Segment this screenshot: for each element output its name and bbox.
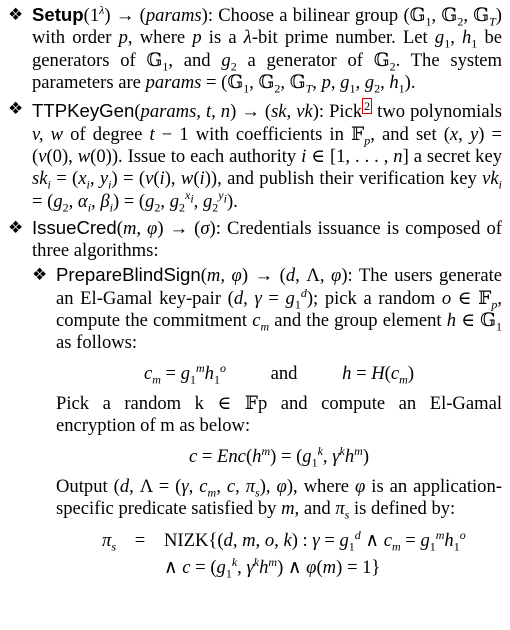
issuecred-item <box>8 217 502 579</box>
ttpkeygen-paragraph <box>32 98 502 213</box>
nizk-equation <box>56 530 502 579</box>
diamond-bullet-icon: ❖ <box>8 217 24 238</box>
setup-item <box>8 4 502 94</box>
nizk-equals: = <box>134 530 146 552</box>
ttpkeygen-item <box>8 98 502 213</box>
issuecred-body: Credentials issuance is composed of three algorithms: <box>32 217 502 262</box>
setup-body: Choose a bilinear group (𝔾$_1$, 𝔾$_2$, 𝔾$_T$) with order p, where p is a λ-bit prime number. Let $g_1$, $h_1$ be generators of 𝔾$_1$, and $g_2$ a generator of 𝔾$_2$. The system parameters are params = (𝔾$_1$, 𝔾$_2$, 𝔾$_T$, p, $g_1$, $g_2$, $h_1$). <box>32 5 503 96</box>
paper-page <box>8 4 502 579</box>
prepareblindsign-body2: Pick a random k ∈ 𝔽p and compute an El-Gamal encryption of m as below: <box>56 392 502 437</box>
issuecred-paragraph <box>32 217 502 263</box>
commitment-equation: $c_m = g_1^mh_1^o$ and $h = H(c_m)$ <box>143 360 415 387</box>
setup-name: Setup <box>32 4 84 25</box>
nizk-line1: NIZK{(d, m, o, k) : $\gamma = g_1^d$ ∧ $c_m = g_1^mh_1^o$ <box>164 528 466 555</box>
prepareblindsign-signature: (m, φ) → (d, Λ, φ): <box>200 265 353 287</box>
footnote-marker[interactable]: 2 <box>364 99 371 114</box>
setup-signature: $(1^\lambda)$ → (params): <box>83 2 213 26</box>
prepareblindsign-paragraph <box>56 264 502 354</box>
prepareblindsign-name: PrepareBlindSign <box>56 264 201 286</box>
nizk-lhs: $\pi_s$ <box>102 530 116 555</box>
nizk-line2: ∧ $c = (g_1^k$, $\gamma^kh^m$) ∧ φ(m) = 1} <box>164 554 381 581</box>
diamond-bullet-icon: ❖ <box>8 5 24 25</box>
diamond-bullet-icon: ❖ <box>32 265 48 286</box>
elgamal-equation: $c = Enc(h^m) = (g_1^k$, $\gamma^kh^m$) <box>188 443 370 470</box>
equation-and: and <box>270 362 298 384</box>
prepareblindsign-item <box>32 264 502 354</box>
issuecred-signature: (m, φ) → (σ): <box>116 217 221 239</box>
prepareblindsign-body1: The users generate an El-Gamal key-pair (d, $\gamma = g_1^d$); pick a random o ∈ 𝔽$_p$, compute the commitment $c_m$ and the group element h ∈ 𝔾$_1$ as follows: <box>56 265 503 354</box>
issuecred-name: IssueCred <box>32 216 117 238</box>
prepareblindsign-body3: Output (d, Λ = (γ, $c_m$, c, $\pi_s$), φ), where φ is an application-specific predicate satisfied by m, and $\pi_s$ is defined by: <box>56 475 502 522</box>
ttpkeygen-signature: (params, t, n) → (sk, vk): <box>134 101 325 123</box>
diamond-bullet-icon: ❖ <box>8 99 24 120</box>
ttpkeygen-name: TTPKeyGen <box>32 100 135 122</box>
ttpkeygen-body: two polynomials v, w of degree t − 1 with coefficients in 𝔽$_p$, and set (x, y) = (v(0), w(0)). Issue to each authority i ∈ [1, . . . , n] a secret key $sk_i = (x_i$, $y_i) = (v(i)$, w(i)), and publish their verification key $vk_i = (g_2$, $\alpha_i$, $\beta_i) = (g_2$, $g_2^{x_i}$, $g_2^{y_i}$). <box>32 101 503 215</box>
ttpkeygen-pick: Pick <box>329 101 363 123</box>
setup-paragraph <box>32 4 502 94</box>
